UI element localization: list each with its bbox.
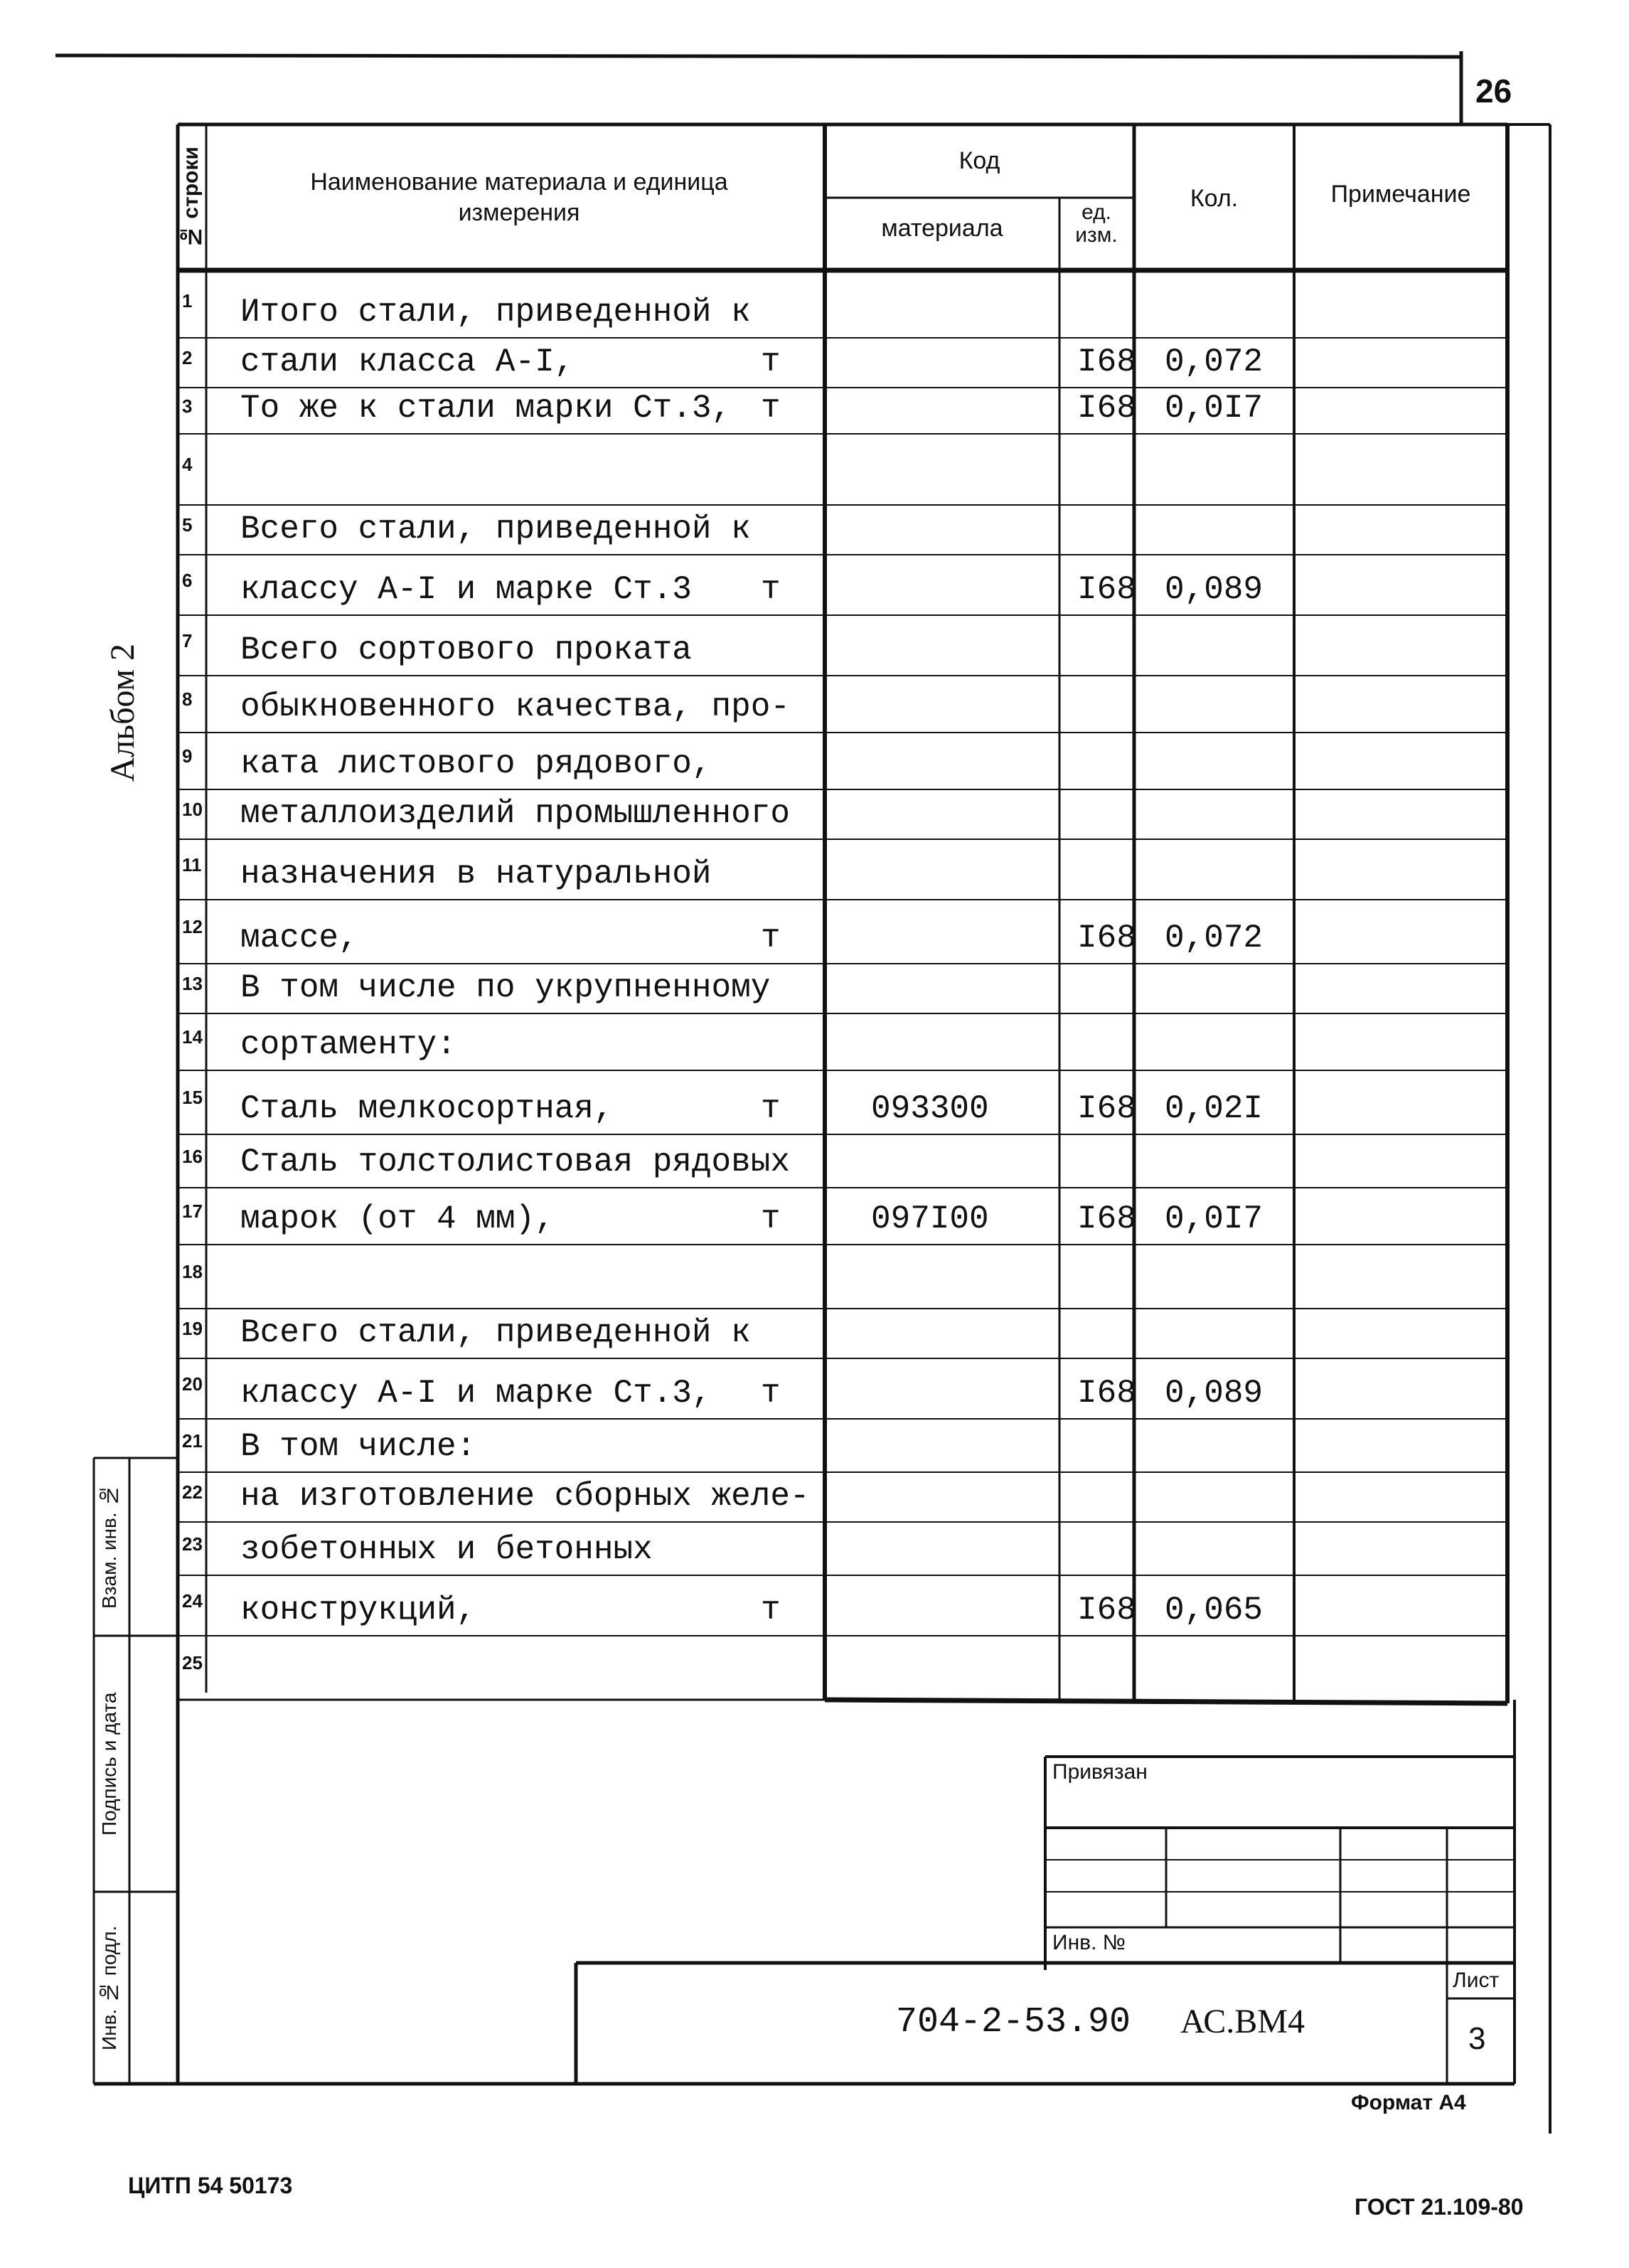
row-number: 11 — [182, 853, 202, 875]
material-code: 093300 — [871, 1090, 989, 1127]
quantity: 0,0I7 — [1165, 390, 1264, 427]
table-row — [178, 964, 1507, 1013]
row-number: 20 — [182, 1373, 203, 1395]
header-code-unit: ед. изм. — [1075, 201, 1118, 247]
material-name: Сталь толстолистовая рядовых — [240, 1144, 790, 1181]
material-name: Сталь мелкосортная, — [240, 1090, 614, 1127]
row-number: 3 — [182, 395, 193, 417]
material-unit: т — [761, 1090, 781, 1127]
material-name: массе, — [240, 920, 358, 957]
row-number: 13 — [182, 973, 203, 994]
table-row — [178, 555, 1507, 615]
row-number: 16 — [182, 1145, 203, 1167]
table-row — [178, 1575, 1507, 1636]
table-row — [178, 1188, 1507, 1245]
material-name: конструкций, — [240, 1592, 476, 1629]
table-row — [178, 274, 1507, 338]
margin-field-replace-inv: Взам. инв. № — [98, 1484, 120, 1609]
quantity: 0,089 — [1165, 571, 1264, 608]
material-name: сортаменту: — [240, 1026, 456, 1063]
unit-code: I68 — [1077, 571, 1136, 608]
page-number: 26 — [1475, 73, 1512, 110]
row-number: 6 — [182, 569, 193, 591]
row-number: 10 — [182, 799, 203, 820]
table-row — [178, 1358, 1507, 1419]
material-name: назначения в натуральной — [240, 856, 712, 893]
row-number: 8 — [182, 688, 193, 710]
table-row — [178, 1134, 1507, 1188]
material-unit: т — [761, 920, 781, 957]
row-number: 18 — [182, 1261, 203, 1282]
material-code: 097I00 — [871, 1200, 989, 1237]
row-number: 4 — [182, 454, 193, 475]
material-name: Всего сортового проката — [240, 632, 692, 669]
material-name: обыкновенного качества, про- — [240, 688, 790, 725]
margin-field-signature-date: Подпись и дата — [98, 1692, 120, 1836]
margin-field-orig-inv: Инв. № подл. — [98, 1925, 120, 2050]
header-qty: Кол. — [1190, 185, 1239, 212]
table-row — [178, 1013, 1507, 1070]
header-note: Примечание — [1330, 181, 1471, 208]
header-name: Наименование материала и единица измерения — [310, 169, 728, 226]
table-row — [178, 338, 1507, 388]
material-name: Всего стали, приведенной к — [240, 1314, 751, 1351]
table-row — [178, 1522, 1507, 1575]
table-row — [178, 505, 1507, 555]
unit-code: I68 — [1077, 1592, 1136, 1629]
material-unit: т — [761, 1200, 781, 1237]
row-number: 24 — [182, 1590, 203, 1612]
table-row — [178, 1070, 1507, 1134]
stamp-code: АС.ВМ4 — [1180, 2003, 1305, 2040]
table-row — [178, 676, 1507, 733]
material-unit: т — [761, 1592, 781, 1629]
table-row — [178, 900, 1507, 964]
quantity: 0,02I — [1165, 1090, 1264, 1127]
stamp-sheet-number: 3 — [1468, 2021, 1486, 2056]
material-name: В том числе по укрупненному — [240, 969, 771, 1006]
album-label: Альбом 2 — [104, 644, 141, 782]
material-unit: т — [761, 571, 781, 608]
table-row — [178, 733, 1507, 789]
row-number: 19 — [182, 1318, 203, 1339]
header-code: Код — [958, 147, 1000, 174]
row-number: 15 — [182, 1087, 203, 1108]
quantity: 0,072 — [1165, 344, 1264, 380]
quantity: 0,089 — [1165, 1375, 1264, 1412]
table-row — [178, 434, 1507, 505]
row-number: 25 — [182, 1652, 203, 1673]
unit-code: I68 — [1077, 390, 1136, 427]
row-number: 5 — [182, 514, 193, 536]
quantity: 0,065 — [1165, 1592, 1264, 1629]
material-name: Итого стали, приведенной к — [240, 294, 751, 331]
material-name: металлоизделий промышленного — [240, 795, 790, 832]
table-row — [178, 839, 1507, 900]
material-name: ката листового рядового, — [240, 745, 712, 782]
unit-code: I68 — [1077, 1375, 1136, 1412]
row-number: 9 — [182, 745, 193, 767]
table-row — [178, 1636, 1507, 1700]
table-row — [178, 388, 1507, 434]
material-name: на изготовление сборных желе- — [240, 1478, 810, 1515]
material-name: стали класса А-I, — [240, 344, 575, 380]
material-name: классу А-I и марке Ст.3 — [240, 571, 692, 608]
table-row — [178, 1419, 1507, 1472]
material-name: Всего стали, приведенной к — [240, 511, 751, 548]
material-name: марок (от 4 мм), — [240, 1200, 555, 1237]
table-row — [178, 615, 1507, 676]
row-number: 14 — [182, 1026, 203, 1048]
row-number: 22 — [182, 1481, 203, 1503]
printer-code: ЦИТП 54 50173 — [128, 2173, 293, 2198]
table-row — [178, 1309, 1507, 1358]
row-number: 1 — [182, 290, 193, 312]
table-row — [178, 1472, 1507, 1522]
material-unit: т — [761, 390, 781, 427]
material-unit: т — [761, 344, 781, 380]
row-number: 23 — [182, 1533, 203, 1555]
table-row — [178, 1245, 1507, 1309]
row-number: 12 — [182, 916, 203, 937]
header-row-number: № строки — [179, 147, 203, 248]
material-name: зобетонных и бетонных — [240, 1531, 653, 1568]
stamp-inv-no: Инв. № — [1052, 1931, 1126, 1954]
quantity: 0,072 — [1165, 920, 1264, 957]
row-number: 21 — [182, 1430, 203, 1452]
row-number: 7 — [182, 629, 193, 651]
gost-standard: ГОСТ 21.109-80 — [1355, 2194, 1524, 2220]
material-name: классу А-I и марке Ст.3, — [240, 1375, 712, 1412]
unit-code: I68 — [1077, 344, 1136, 380]
stamp-designation: 704-2-53.90 — [896, 2002, 1131, 2043]
quantity: 0,0I7 — [1165, 1200, 1264, 1237]
material-unit: т — [761, 1375, 781, 1412]
row-number: 2 — [182, 347, 193, 368]
unit-code: I68 — [1077, 920, 1136, 957]
material-name: В том числе: — [240, 1428, 476, 1465]
stamp-linked: Привязан — [1052, 1760, 1148, 1784]
table-row — [178, 789, 1507, 839]
format-label: Формат А4 — [1351, 2091, 1466, 2114]
header-code-material: материала — [881, 215, 1003, 242]
stamp-sheet-label: Лист — [1453, 1969, 1500, 1992]
unit-code: I68 — [1077, 1090, 1136, 1127]
material-name: То же к стали марки Ст.3, — [240, 390, 732, 427]
unit-code: I68 — [1077, 1200, 1136, 1237]
row-number: 17 — [182, 1200, 203, 1222]
